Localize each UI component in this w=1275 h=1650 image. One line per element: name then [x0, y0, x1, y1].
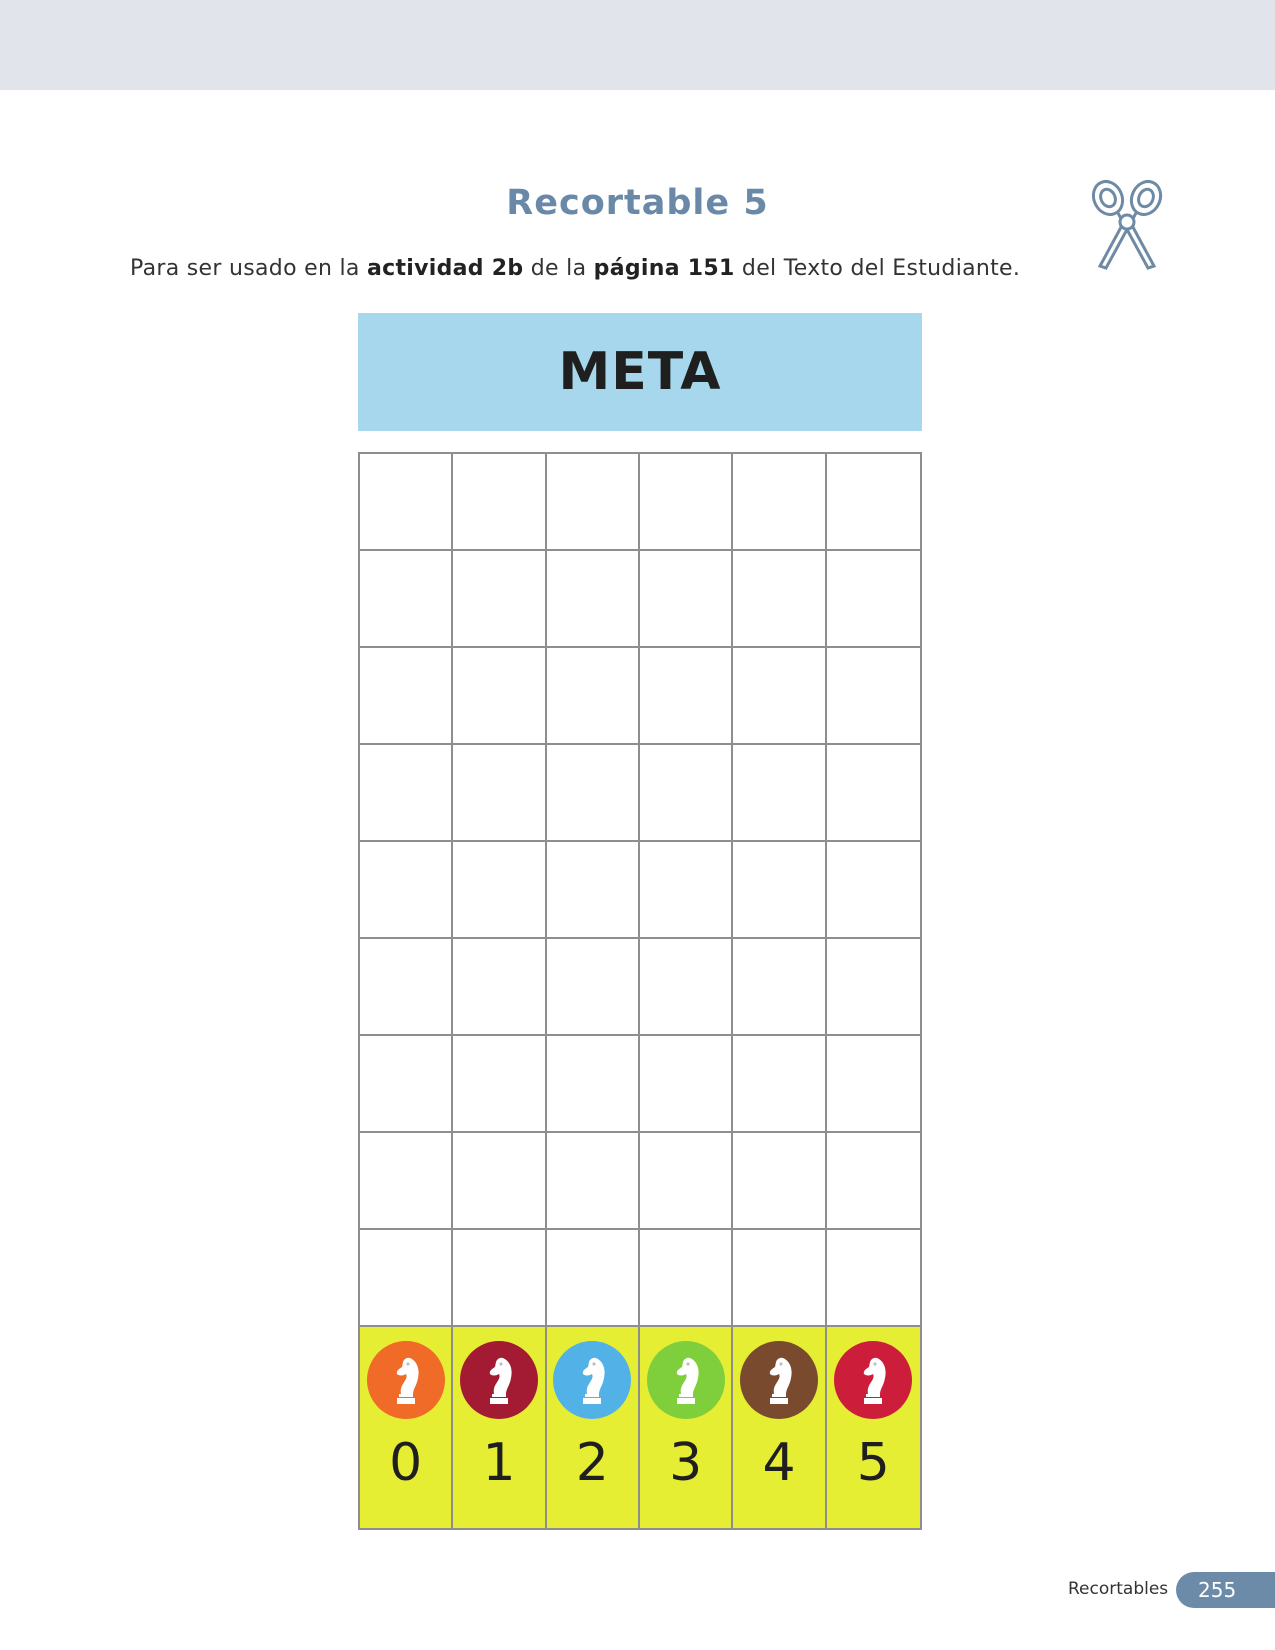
column-base — [640, 1327, 731, 1528]
board-column — [827, 454, 920, 1528]
board-cell — [827, 648, 920, 745]
horse-icon — [575, 1354, 609, 1406]
section-label: Recortables — [1068, 1579, 1169, 1599]
board-cell — [827, 1133, 920, 1230]
goal-banner: META — [358, 313, 922, 431]
board-cell — [360, 1230, 451, 1327]
column-number: 4 — [762, 1433, 796, 1493]
horse-icon — [669, 1354, 703, 1406]
column-base — [453, 1327, 544, 1528]
horse-token — [460, 1341, 538, 1419]
board-cell — [360, 551, 451, 648]
board-cell — [453, 842, 544, 939]
board-cell — [640, 745, 731, 842]
column-number: 1 — [482, 1433, 516, 1493]
column-base — [547, 1327, 638, 1528]
board-cell — [360, 842, 451, 939]
horse-token — [553, 1341, 631, 1419]
board-cell — [733, 1133, 824, 1230]
board-cell — [640, 1133, 731, 1230]
board-column — [453, 454, 546, 1528]
board-cell — [453, 551, 544, 648]
board-cell — [640, 1230, 731, 1327]
board-cell — [827, 842, 920, 939]
column-base — [733, 1327, 824, 1528]
board-cell — [453, 648, 544, 745]
board-cell — [827, 939, 920, 1036]
board-cell — [453, 939, 544, 1036]
board-cell — [453, 1230, 544, 1327]
board-cell — [453, 1133, 544, 1230]
horse-icon — [389, 1354, 423, 1406]
page-number: 255 — [1176, 1572, 1275, 1608]
race-board — [358, 452, 922, 1530]
board-cell — [827, 1230, 920, 1327]
board-cell — [360, 454, 451, 551]
board-cell — [733, 842, 824, 939]
board-cell — [640, 551, 731, 648]
board-cell — [640, 842, 731, 939]
board-cell — [547, 1230, 638, 1327]
instruction-text: Para ser usado en la actividad 2b de la página 151 del Texto del Estudiante. — [130, 256, 1021, 281]
board-cell — [733, 454, 824, 551]
board-cell — [547, 842, 638, 939]
board-cell — [827, 551, 920, 648]
scissors-icon — [1088, 178, 1166, 274]
column-number: 2 — [575, 1433, 609, 1493]
board-column — [640, 454, 733, 1528]
board-cell — [360, 745, 451, 842]
board-cell — [733, 745, 824, 842]
board-cell — [640, 648, 731, 745]
board-cell — [547, 551, 638, 648]
board-cell — [453, 745, 544, 842]
board-cell — [360, 939, 451, 1036]
board-cell — [360, 648, 451, 745]
header-band — [0, 0, 1275, 90]
horse-token — [834, 1341, 912, 1419]
board-cell — [827, 1036, 920, 1133]
column-number: 0 — [389, 1433, 423, 1493]
horse-token — [740, 1341, 818, 1419]
horse-icon — [482, 1354, 516, 1406]
board-column — [360, 454, 453, 1528]
column-number: 3 — [669, 1433, 703, 1493]
horse-token — [647, 1341, 725, 1419]
board-cell — [733, 1230, 824, 1327]
column-base — [360, 1327, 451, 1528]
board-cell — [547, 745, 638, 842]
horse-icon — [856, 1354, 890, 1406]
board-cell — [547, 1133, 638, 1230]
column-number: 5 — [856, 1433, 890, 1493]
board-column — [733, 454, 826, 1528]
board-cell — [733, 939, 824, 1036]
board-cell — [453, 1036, 544, 1133]
board-cell — [547, 648, 638, 745]
board-cell — [360, 1133, 451, 1230]
board-cell — [733, 551, 824, 648]
horse-token — [367, 1341, 445, 1419]
page-title: Recortable 5 — [506, 183, 769, 223]
board-cell — [360, 1036, 451, 1133]
board-cell — [733, 1036, 824, 1133]
board-cell — [640, 454, 731, 551]
board-cell — [640, 939, 731, 1036]
board-column — [547, 454, 640, 1528]
board-cell — [547, 939, 638, 1036]
column-base — [827, 1327, 920, 1528]
board-cell — [827, 454, 920, 551]
board-cell — [733, 648, 824, 745]
horse-icon — [762, 1354, 796, 1406]
board-cell — [547, 1036, 638, 1133]
board-cell — [827, 745, 920, 842]
board-cell — [547, 454, 638, 551]
board-cell — [453, 454, 544, 551]
board-cell — [640, 1036, 731, 1133]
